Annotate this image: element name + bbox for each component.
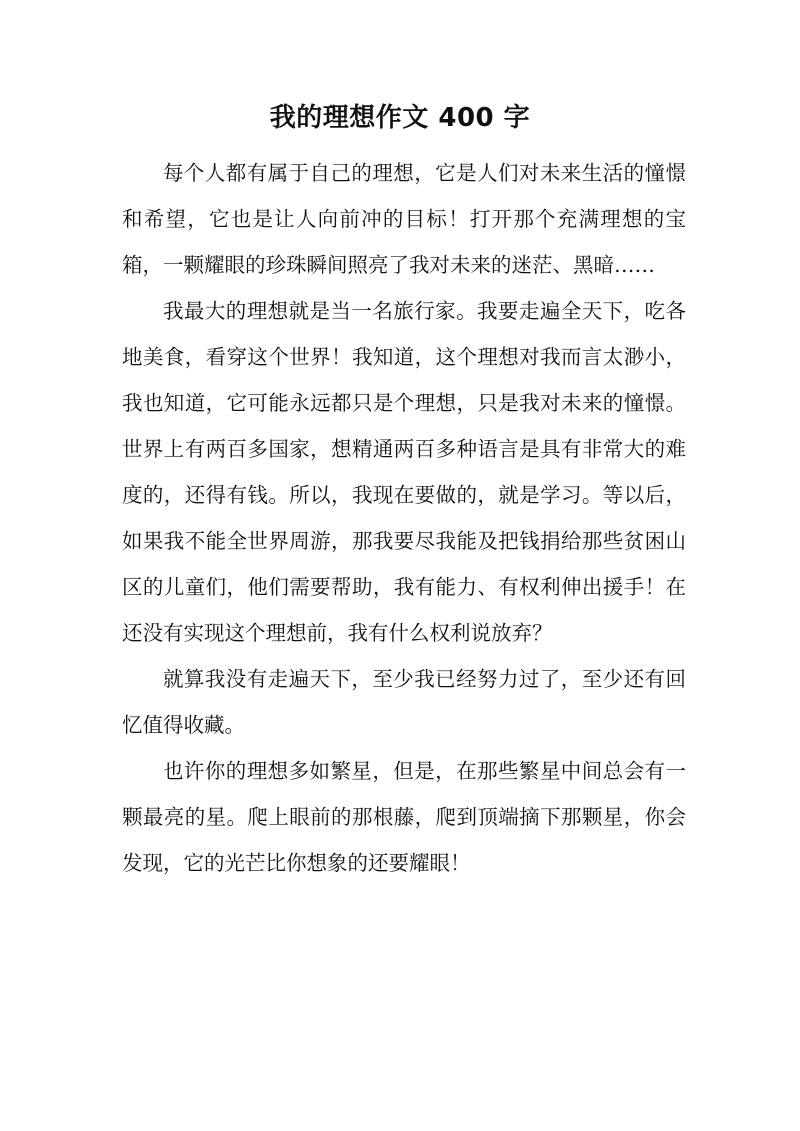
- paragraph: 也许你的理想多如繁星，但是，在那些繁星中间总会有一颗最亮的星。爬上眼前的那根藤，爬到顶端摘下那颗星，你会发现，它的光芒比你想象的还要耀眼！: [122, 759, 686, 875]
- document-title: 我的理想作文 400 字: [269, 103, 531, 133]
- paragraph: 每个人都有属于自己的理想，它是人们对未来生活的憧憬和希望，它也是让人向前冲的目标！打开那个充满理想的宝箱，一颗耀眼的珍珠瞬间照亮了我对未来的迷茫、黑暗……: [122, 161, 686, 277]
- paragraph: 就算我没有走遍天下，至少我已经努力过了，至少还有回忆值得收藏。: [122, 667, 686, 737]
- document-body: [122, 150, 686, 886]
- paragraph: 我最大的理想就是当一名旅行家。我要走遍全天下，吃各地美食，看穿这个世界！我知道，这个理想对我而言太渺小，我也知道，它可能永远都只是个理想，只是我对未来的憧憬。世界上有两百多国家，想精通两百多种语言是具有非常大的难度的，还得有钱。所以，我现在要做的，就是学习。等以后，如果我不能全世界周游，那我要尽我能及把钱捐给那些贫困山区的儿童们，他们需要帮助，我有能力、有权利伸出援手！在还没有实现这个理想前，我有什么权利说放弃？: [122, 299, 686, 645]
